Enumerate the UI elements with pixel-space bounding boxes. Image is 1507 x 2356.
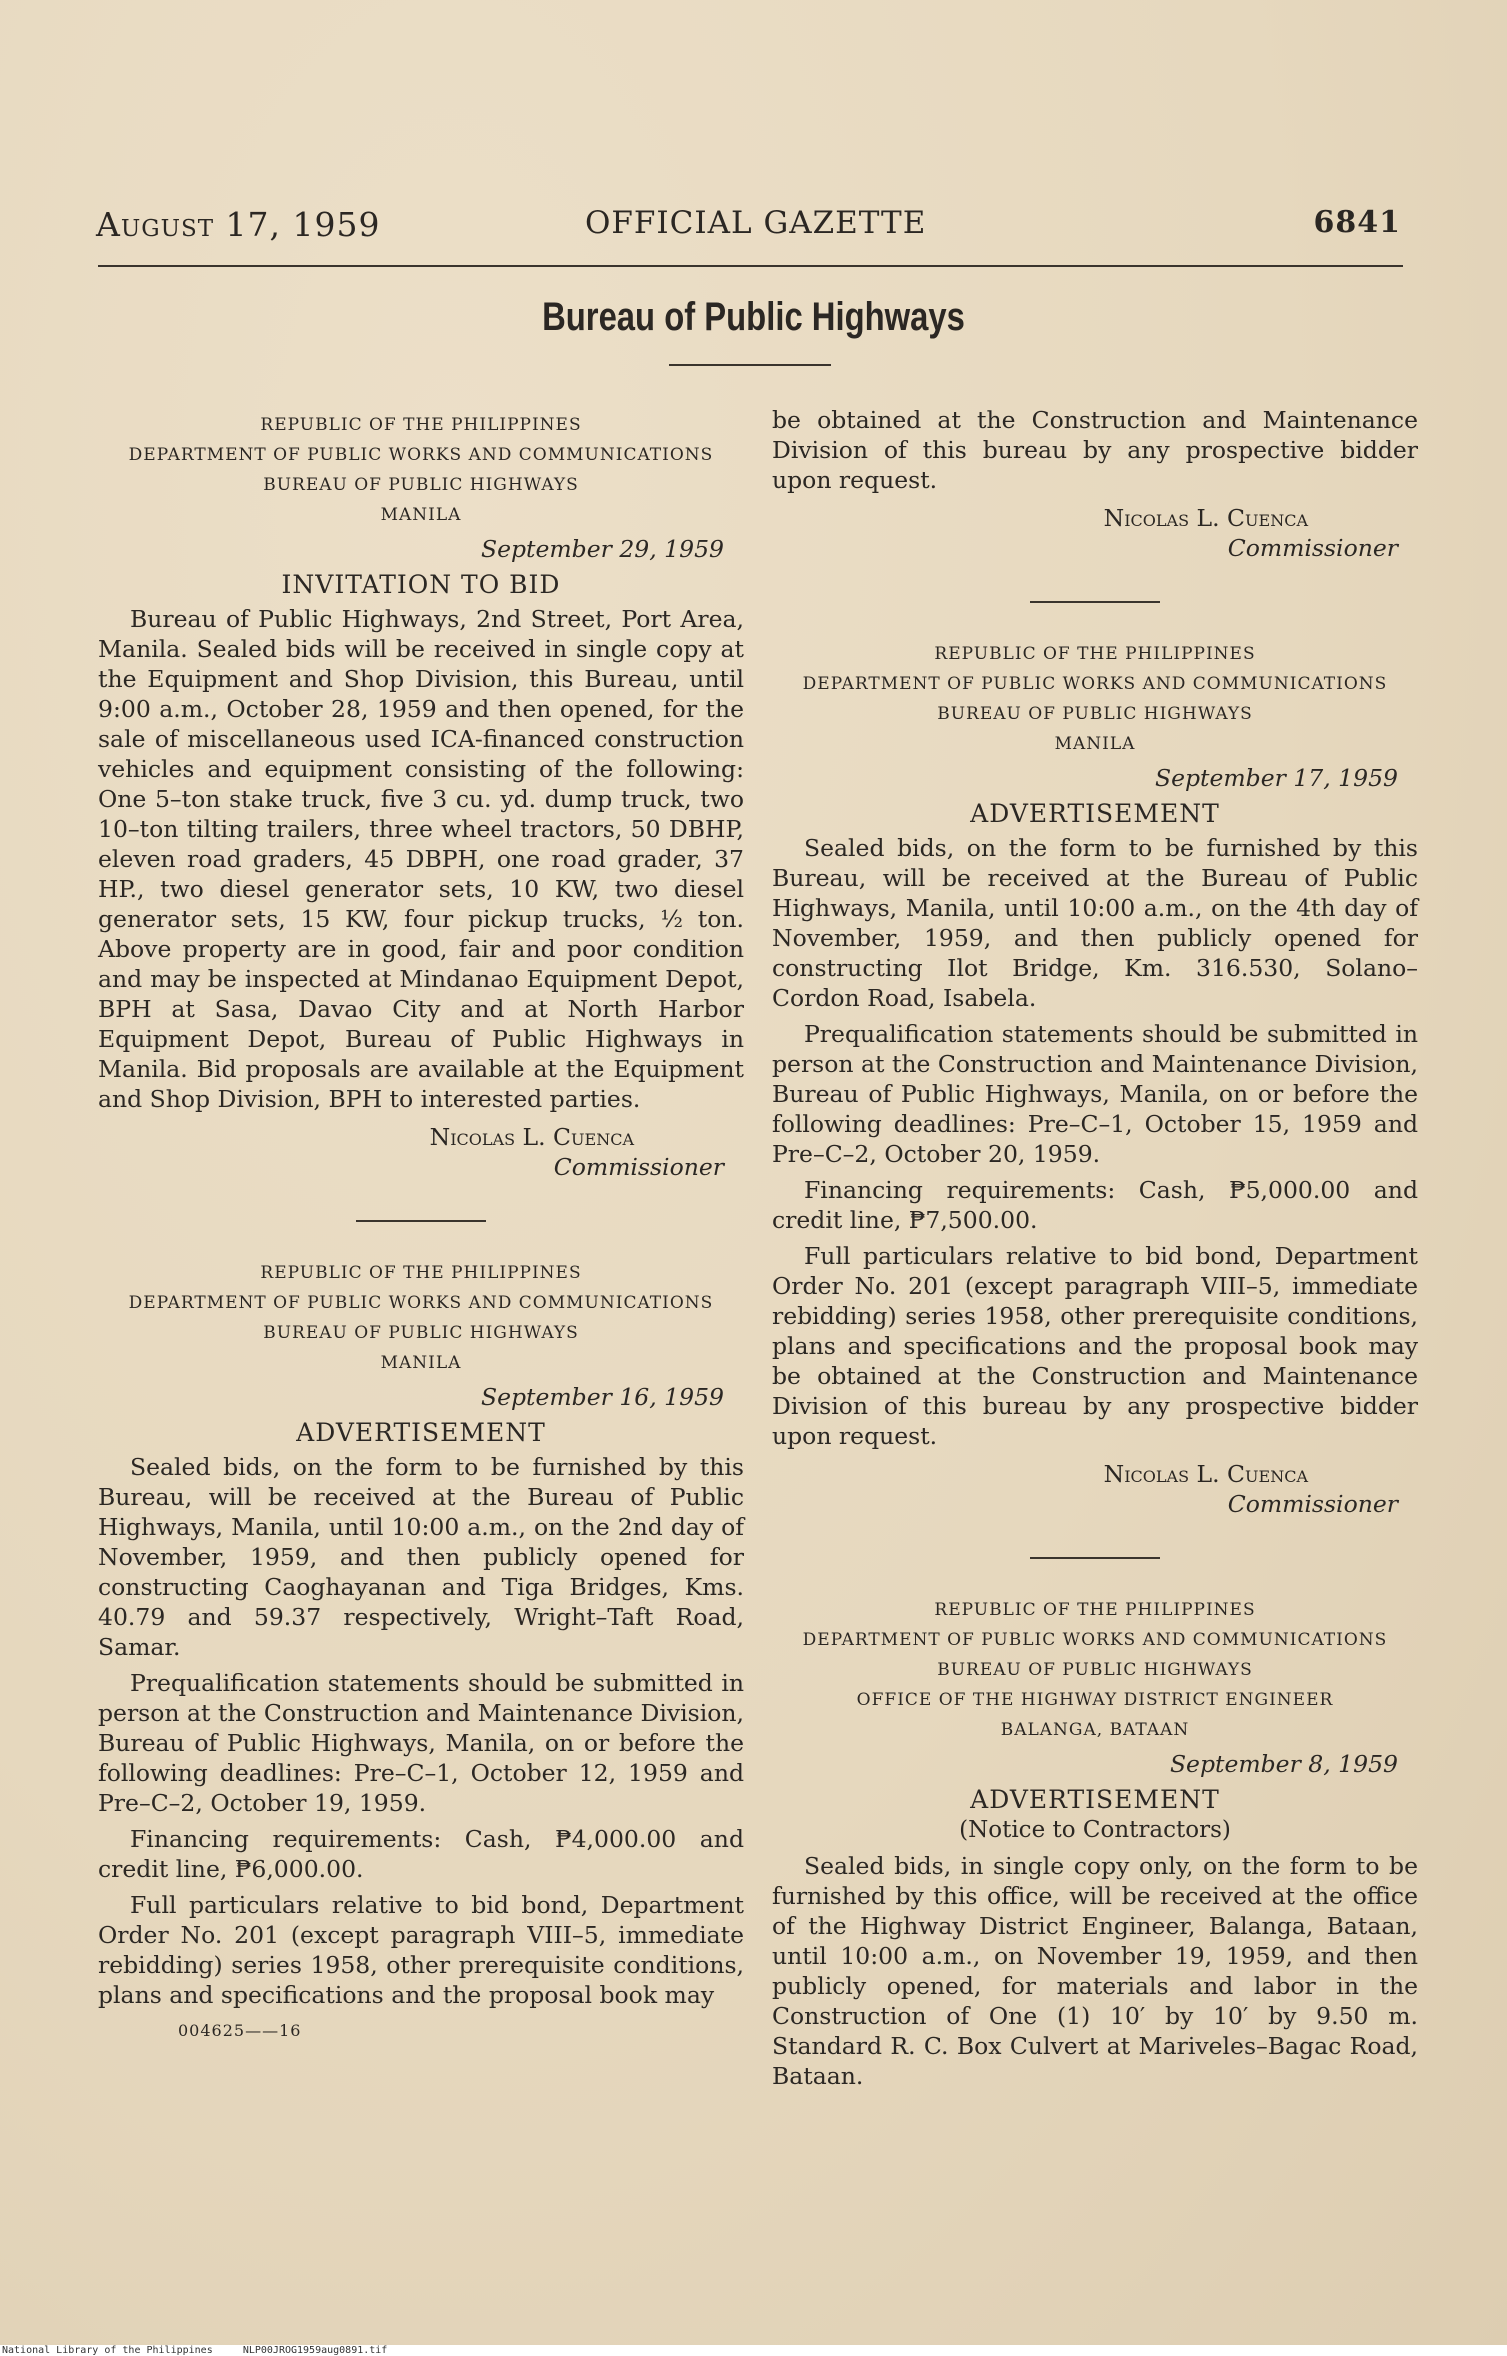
issue-date: August 17, 1959 bbox=[96, 205, 381, 244]
notice-paragraph: Sealed bids, on the form to be furnished by this Bureau, will be received at the Bureau of Public Highways, Manila, until 10:00 a.m., on the 4th day of November, 1959, and then publicly opened for constructing Ilot Bridge, Km. 316.530, Solano–Cordon Road, Isabela. bbox=[772, 834, 1418, 1012]
agency-line: REPUBLIC OF THE PHILIPPINES bbox=[934, 1600, 1256, 1620]
header-rule bbox=[98, 265, 1403, 267]
notice-heading: INVITATION TO BID bbox=[281, 570, 561, 599]
notice-separator bbox=[1030, 1557, 1160, 1559]
notice-paragraph: Sealed bids, on the form to be furnished by this Bureau, will be received at the Bureau of Public Highways, Manila, until 10:00 a.m., on the 2nd day of November, 1959, and then publicly opened for constructing Caoghayanan and Tiga Bridges, Kms. 40.79 and 59.37 respectively, Wright–Taft Road, Samar. bbox=[98, 1453, 744, 1661]
notice-advertisement-bataan bbox=[772, 1595, 1418, 2091]
footer-filename: NLP00JROG1959aug0891.tif bbox=[242, 2345, 388, 2356]
signer-name: Nicolas L. Cuenca bbox=[1103, 504, 1308, 532]
notice-heading: ADVERTISEMENT bbox=[296, 1418, 546, 1447]
agency-line: DEPARTMENT OF PUBLIC WORKS AND COMMUNICATIONS bbox=[128, 1293, 714, 1313]
notice-separator bbox=[356, 1220, 486, 1222]
notice-date: September 17, 1959 bbox=[1155, 764, 1398, 792]
agency-line: BUREAU OF PUBLIC HIGHWAYS bbox=[263, 475, 579, 495]
right-column bbox=[772, 405, 1418, 2097]
print-job-number: 004625——16 bbox=[178, 2021, 302, 2040]
notice-paragraph-continuation: be obtained at the Construction and Maintenance Division of this bureau by any prospective bidder upon request. bbox=[772, 406, 1418, 494]
scan-footer bbox=[0, 2345, 1507, 2356]
agency-line: MANILA bbox=[380, 1353, 462, 1373]
agency-block bbox=[98, 1258, 744, 1378]
agency-line: DEPARTMENT OF PUBLIC WORKS AND COMMUNICATIONS bbox=[802, 674, 1388, 694]
agency-line: REPUBLIC OF THE PHILIPPINES bbox=[934, 644, 1256, 664]
notice-paragraph: Prequalification statements should be submitted in person at the Construction and Maintenance Division, Bureau of Public Highways, Manila, on or before the following deadlines: Pre–C–1, October 12, 1959 and Pre–C–2, October 19, 1959. bbox=[98, 1669, 744, 1817]
agency-block bbox=[772, 639, 1418, 759]
agency-line: BUREAU OF PUBLIC HIGHWAYS bbox=[263, 1323, 579, 1343]
left-column bbox=[98, 410, 744, 2046]
publication-title: OFFICIAL GAZETTE bbox=[585, 205, 927, 241]
notice-subheading: (Notice to Contractors) bbox=[959, 1817, 1231, 1843]
footer-library: National Library of the Philippines bbox=[2, 2345, 213, 2356]
agency-line: BALANGA, BATAAN bbox=[1000, 1720, 1190, 1740]
section-title: Bureau of Public Highways bbox=[542, 295, 965, 339]
notice-paragraph: Prequalification statements should be submitted in person at the Construction and Maintenance Division, Bureau of Public Highways, Manila, on or before the following deadlines: Pre–C–1, October 15, 1959 and Pre–C–2, October 20, 1959. bbox=[772, 1020, 1418, 1168]
agency-line: BUREAU OF PUBLIC HIGHWAYS bbox=[937, 704, 1253, 724]
notice-date: September 29, 1959 bbox=[481, 535, 724, 563]
notice-paragraph: Bureau of Public Highways, 2nd Street, Port Area, Manila. Sealed bids will be received in single copy at the Equipment and Shop Division, this Bureau, until 9:00 a.m., October 28, 1959 and then opened, for the sale of miscellaneous used ICA-financed construction vehicles and equipment consisting of the following: One 5–ton stake truck, five 3 cu. yd. dump truck, two 10–ton tilting trailers, three wheel tractors, 50 DBHP, eleven road graders, 45 DBPH, one road grader, 37 HP., two diesel generator sets, 10 KW, two diesel generator sets, 15 KW, four pickup trucks, ½ ton. Above property are in good, fair and poor condition and may be inspected at Mindanao Equipment Depot, BPH at Sasa, Davao City and at North Harbor Equipment Depot, Bureau of Public Highways in Manila. Bid proposals are available at the Equipment and Shop Division, BPH to interested parties. bbox=[98, 605, 744, 1113]
agency-block bbox=[772, 1595, 1418, 1745]
signer-title: Commissioner bbox=[1227, 1490, 1398, 1518]
agency-line: DEPARTMENT OF PUBLIC WORKS AND COMMUNICATIONS bbox=[128, 445, 714, 465]
notice-separator bbox=[1030, 601, 1160, 603]
agency-line: REPUBLIC OF THE PHILIPPINES bbox=[260, 415, 582, 435]
notice-invitation-to-bid bbox=[98, 410, 744, 1182]
notice-advertisement-isabela bbox=[772, 639, 1418, 1519]
notice-paragraph: Full particulars relative to bid bond, Department Order No. 201 (except paragraph VIII–5, immediate rebidding) series 1958, other prerequisite conditions, plans and specifications and the proposal book may bbox=[98, 1891, 744, 2009]
agency-line: REPUBLIC OF THE PHILIPPINES bbox=[260, 1263, 582, 1283]
agency-block bbox=[98, 410, 744, 530]
notice-date: September 8, 1959 bbox=[1169, 1750, 1398, 1778]
agency-line: OFFICE OF THE HIGHWAY DISTRICT ENGINEER bbox=[856, 1690, 1334, 1710]
agency-line: MANILA bbox=[380, 505, 462, 525]
notice-paragraph: Full particulars relative to bid bond, Department Order No. 201 (except paragraph VIII–5, immediate rebidding) series 1958, other prerequisite conditions, plans and specifications and the proposal book may be obtained at the Construction and Maintenance Division of this bureau by any prospective bidder upon request. bbox=[772, 1242, 1418, 1450]
signer-name: Nicolas L. Cuenca bbox=[1103, 1460, 1308, 1488]
agency-line: BUREAU OF PUBLIC HIGHWAYS bbox=[937, 1660, 1253, 1680]
notice-paragraph: Financing requirements: Cash, ₱5,000.00 and credit line, ₱7,500.00. bbox=[772, 1176, 1418, 1234]
agency-line: MANILA bbox=[1054, 734, 1136, 754]
notice-heading: ADVERTISEMENT bbox=[970, 799, 1220, 828]
notice-heading: ADVERTISEMENT bbox=[970, 1785, 1220, 1814]
notice-date: September 16, 1959 bbox=[481, 1383, 724, 1411]
notice-paragraph: Sealed bids, in single copy only, on the form to be furnished by this office, will be received at the office of the Highway District Engineer, Balanga, Bataan, until 10:00 a.m., on November 19, 1959, and then publicly opened, for materials and labor in the Construction of One (1) 10′ by 10′ by 9.50 m. Standard R. C. Box Culvert at Mariveles–Bagac Road, Bataan. bbox=[772, 1852, 1418, 2090]
signer-title: Commissioner bbox=[553, 1153, 724, 1181]
signer-title: Commissioner bbox=[1227, 534, 1398, 562]
notice-paragraph: Financing requirements: Cash, ₱4,000.00 and credit line, ₱6,000.00. bbox=[98, 1825, 744, 1883]
notice-advertisement-samar-continued bbox=[772, 405, 1418, 563]
section-title-rule bbox=[669, 364, 831, 366]
notice-advertisement-samar bbox=[98, 1258, 744, 2046]
agency-line: DEPARTMENT OF PUBLIC WORKS AND COMMUNICATIONS bbox=[802, 1630, 1388, 1650]
signer-name: Nicolas L. Cuenca bbox=[429, 1123, 634, 1151]
page-number: 6841 bbox=[1313, 205, 1401, 240]
